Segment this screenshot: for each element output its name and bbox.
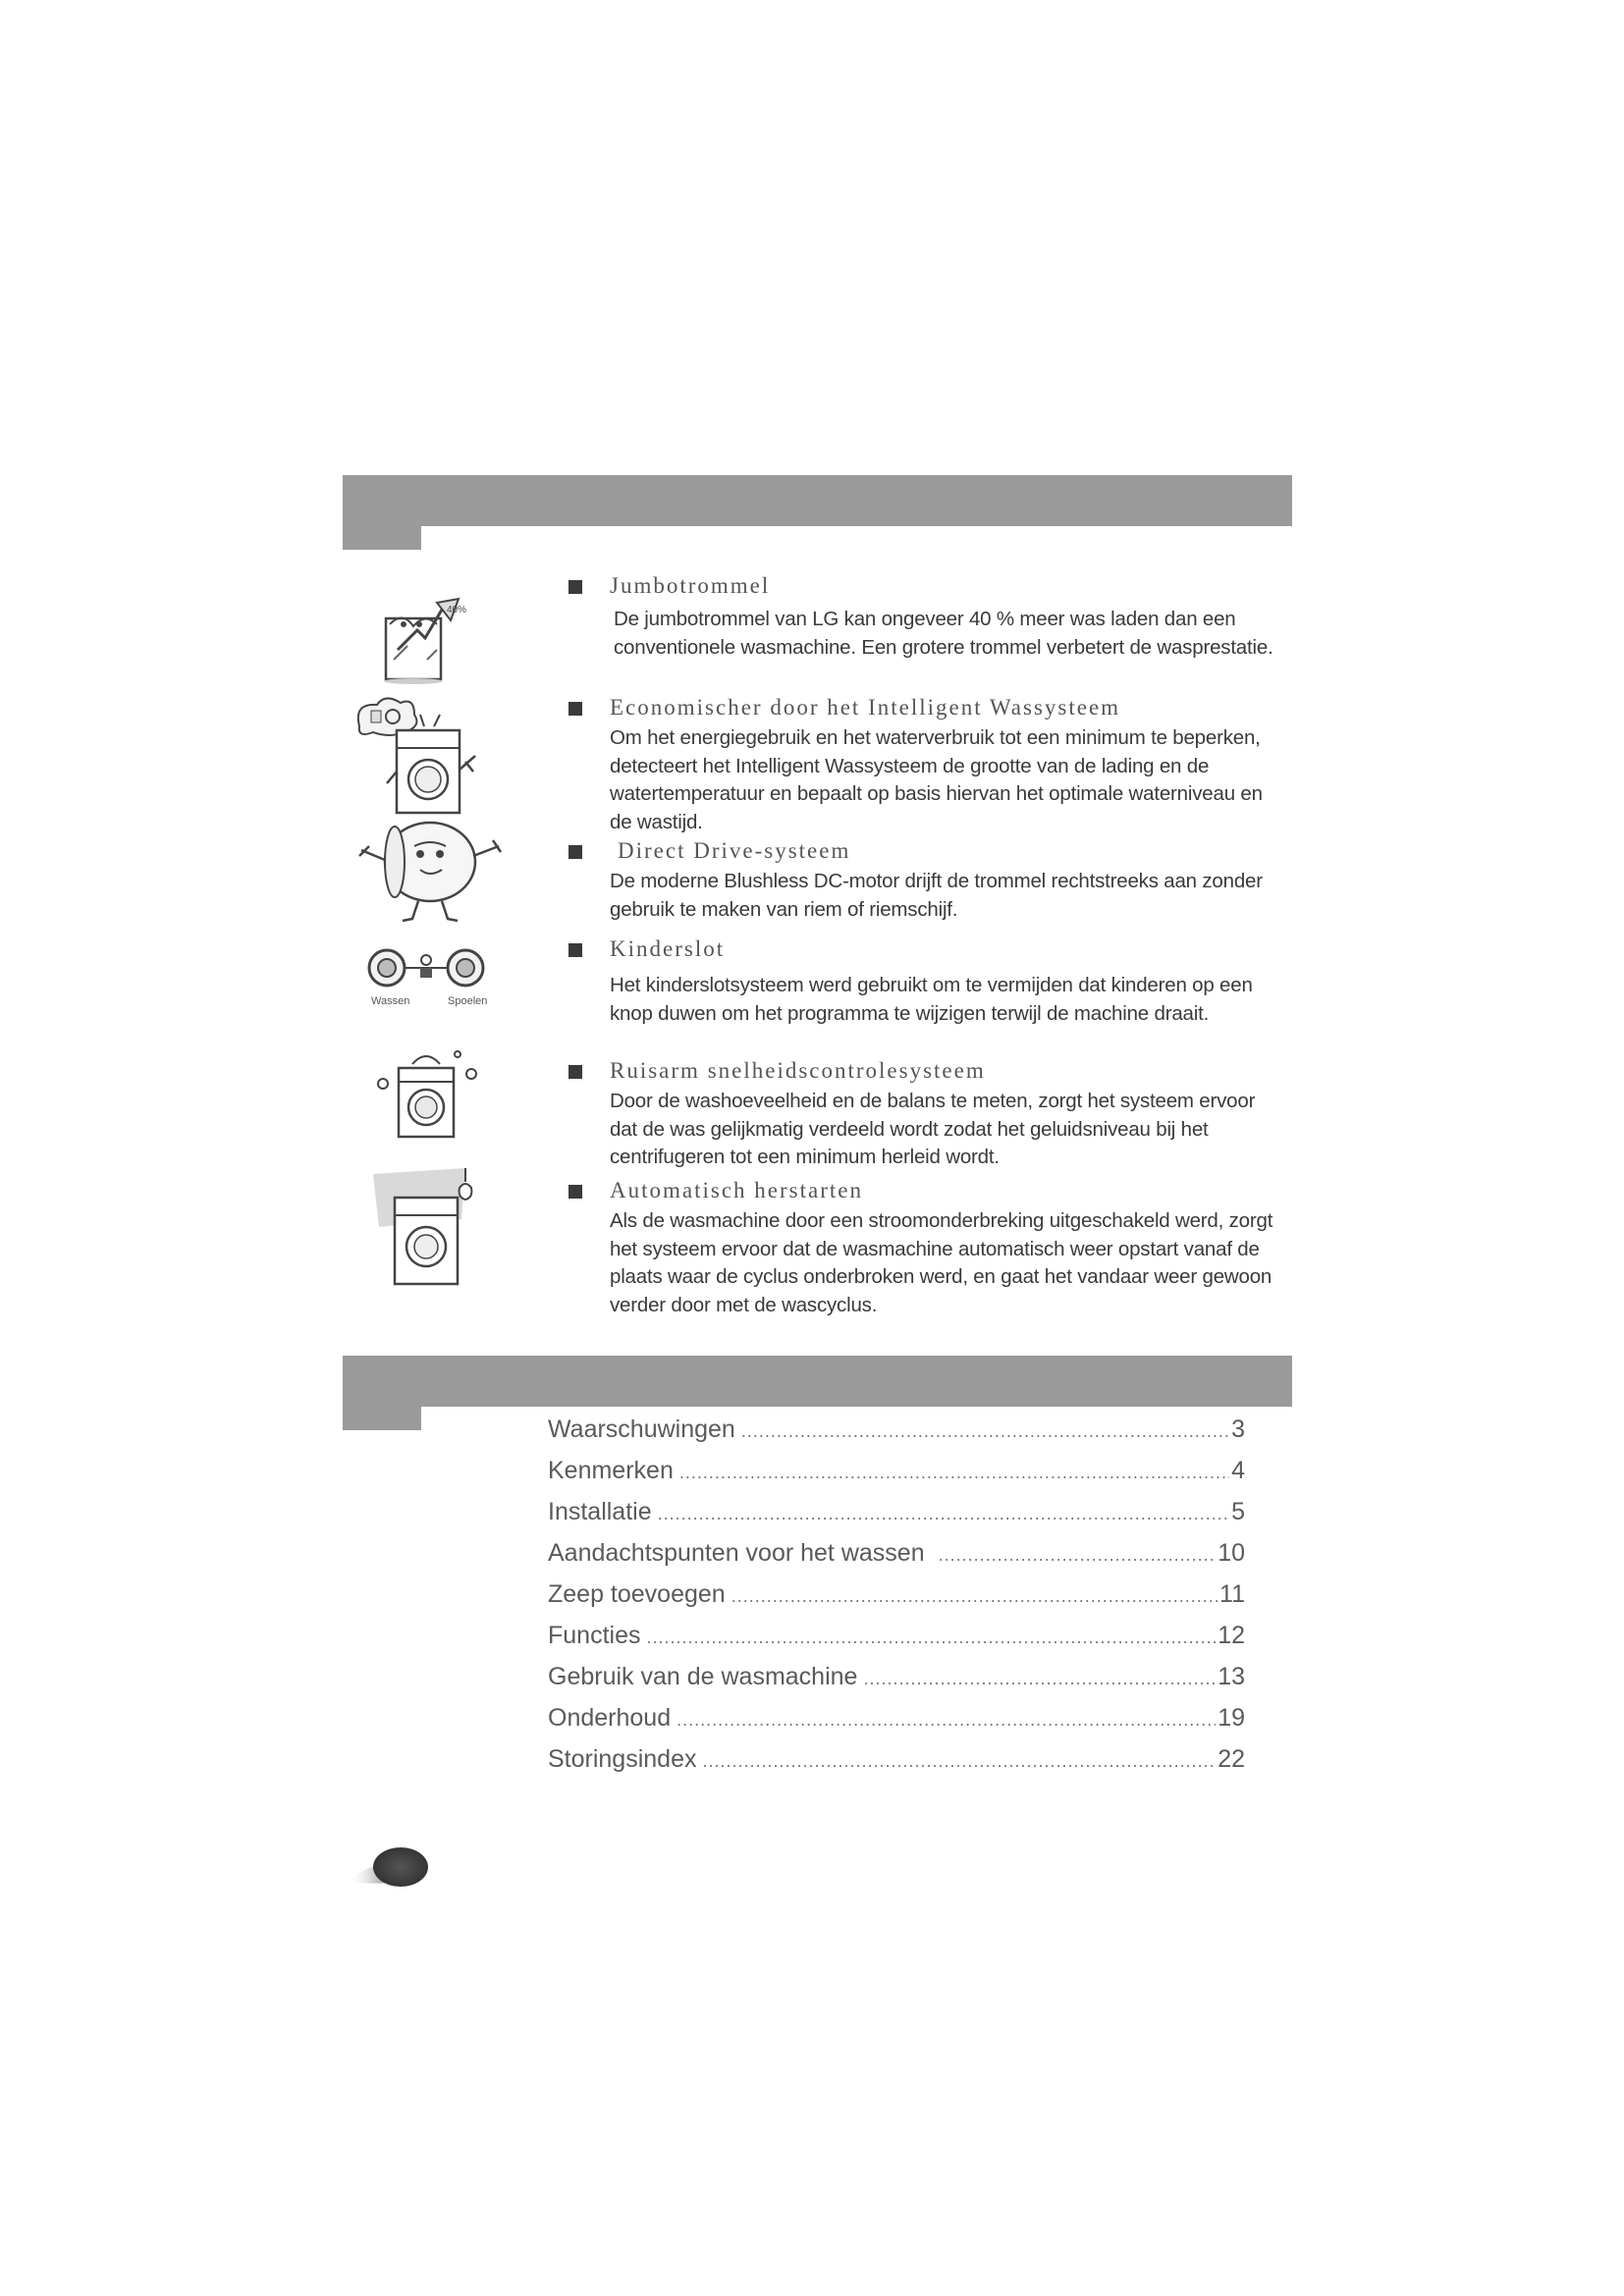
toc-entry-page: 13 (1218, 1663, 1245, 1690)
auto-restart-machine-icon (367, 1164, 495, 1292)
bullet-square (568, 1185, 582, 1199)
bullet-square (568, 943, 582, 957)
toc-entry-page: 22 (1218, 1745, 1245, 1773)
toc-entry-page: 5 (1231, 1498, 1245, 1525)
contents-header-tab (343, 1407, 421, 1430)
feature-body: Om het energiegebruik en het waterverbruik tot een minimum te beperken, detecteert het Intelligent Wassysteem de grootte van de lading en de watertemperatuur en bepaalt op basis hiervan het optimale waterniveau en de wastijd. (610, 726, 1263, 833)
toc-entry-title: Functies (548, 1622, 641, 1649)
feature-title: Ruisarm snelheidscontrolesysteem (610, 1058, 986, 1083)
toc-entry[interactable] (548, 1622, 1245, 1657)
toc-entry[interactable] (548, 1457, 1245, 1492)
feature-title: Kinderslot (610, 936, 726, 961)
toc-entry-title: Onderhoud (548, 1704, 672, 1732)
toc-leader-dots (646, 1622, 1216, 1650)
feature-body: De jumbotrommel van LG kan ongeveer 40 % meer was laden dan een conventionele wasmachine. Een grotere trommel verbetert de wasprestatie. (614, 608, 1273, 659)
feature-title: Economischer door het Intelligent Wassysteem (610, 695, 1121, 720)
toc-entry-title: Storingsindex (548, 1745, 697, 1773)
quiet-spin-machine-icon (373, 1044, 491, 1143)
toc-entry-title: Kenmerken (548, 1457, 674, 1484)
toc-entry[interactable] (548, 1580, 1245, 1616)
toc-entry-page: 19 (1218, 1704, 1245, 1732)
bullet-square (568, 1065, 582, 1079)
bullet-square (568, 702, 582, 716)
toc-leader-dots (863, 1663, 1216, 1691)
toc-entry[interactable] (548, 1663, 1245, 1698)
toc-leader-dots (658, 1498, 1229, 1526)
toc-entry[interactable] (548, 1539, 1245, 1575)
feature-body: Als de wasmachine door een stroomonderbreking uitgeschakeld werd, zorgt het systeem ervoor dat de wasmachine automatisch weer opstart vanaf de plaats waar de cyclus onderbroken werd, en gaat het vandaar weer gewoon verder door met de wascyclus. (610, 1209, 1273, 1316)
toc-entry[interactable] (548, 1498, 1245, 1533)
toc-entry-page: 11 (1219, 1580, 1245, 1608)
toc-entry-title: Installatie (548, 1498, 652, 1525)
toc-entry-title: Waarschuwingen (548, 1415, 735, 1443)
intelligent-wash-machine-icon (350, 693, 487, 821)
contents-header-band (343, 1356, 1292, 1407)
toc-entry[interactable] (548, 1745, 1245, 1781)
jumbo-badge-text: 40% (447, 605, 466, 615)
feature-title: Jumbotrommel (610, 573, 771, 598)
toc-entry-title: Gebruik van de wasmachine (548, 1663, 858, 1690)
toc-leader-dots (731, 1580, 1218, 1609)
jumbo-drum-icon (368, 591, 466, 689)
feature-body: Het kinderslotsysteem werd gebruikt om te vermijden dat kinderen op een knop duwen om het programma te wijzigen terwijl de machine draait. (610, 974, 1253, 1025)
toc-entry-page: 10 (1218, 1539, 1245, 1567)
toc-leader-dots (677, 1704, 1216, 1733)
toc-entry-title: Zeep toevoegen (548, 1580, 726, 1608)
feature-title: Automatisch herstarten (610, 1178, 863, 1202)
features-header-tab (343, 526, 421, 550)
child-lock-knobs-icon (363, 940, 491, 1009)
toc-entry-page: 4 (1231, 1457, 1245, 1484)
toc-entry-title: Aandachtspunten voor het wassen (548, 1539, 925, 1567)
toc-leader-dots (741, 1415, 1229, 1444)
toc-entry-page: 3 (1231, 1415, 1245, 1443)
knob-spoelen-label: Spoelen (448, 995, 488, 1007)
toc-leader-dots (702, 1745, 1216, 1774)
features-header-band (343, 475, 1292, 526)
feature-body: De moderne Blushless DC-motor drijft de trommel rechtstreeks aan zonder gebruik te maken van riem of riemschijf. (610, 870, 1263, 921)
feature-body: Door de washoeveelheid en de balans te meten, zorgt het systeem ervoor dat de was gelijkmatig verdeeld wordt zodat het geluidsniveau bij het centrifugeren tot een minimum herleid wordt. (610, 1090, 1256, 1168)
knob-wassen-label: Wassen (371, 995, 410, 1007)
bullet-square (568, 845, 582, 859)
feature-title: Direct Drive-systeem (618, 838, 851, 863)
toc-entry[interactable] (548, 1415, 1245, 1451)
toc-leader-dots (679, 1457, 1229, 1485)
toc-leader-dots (939, 1539, 1217, 1568)
page-number-badge (346, 1838, 454, 1901)
toc-entry[interactable] (548, 1704, 1245, 1739)
direct-drive-motor-icon (355, 817, 503, 925)
bullet-square (568, 580, 582, 594)
toc-entry-page: 12 (1218, 1622, 1245, 1649)
